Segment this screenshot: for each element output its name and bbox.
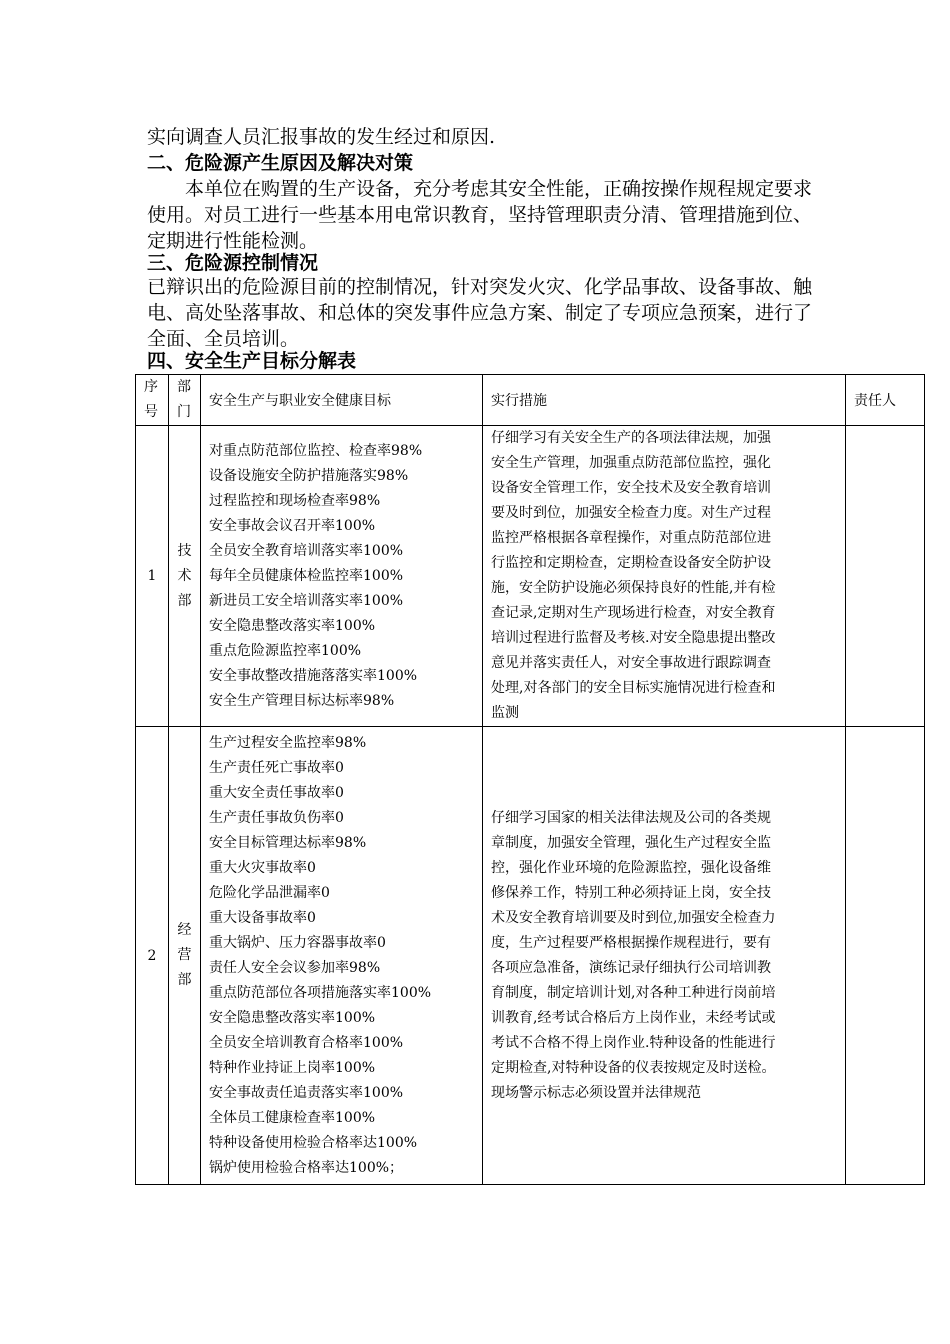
row-measures <box>483 426 846 727</box>
table-header-row <box>136 375 925 426</box>
goal-item: 重点防范部位各项措施落实率100% <box>209 984 432 1001</box>
goal-item: 安全事故整改措施落落实率100% <box>209 667 418 684</box>
row-department: 经营部 <box>169 727 201 1185</box>
header-measure: 实行措施 <box>483 375 846 426</box>
measure-line: 监控严格根据各章程操作，对重点防范部位进 <box>491 530 771 546</box>
goal-item: 设备设施安全防护措施落实98% <box>209 467 409 484</box>
header-dept: 部门 <box>169 375 201 426</box>
intro-tail-text: 实向调查人员汇报事故的发生经过和原因. <box>147 126 496 148</box>
measure-line: 仔细学习有关安全生产的各项法律法规，加强 <box>491 430 771 446</box>
measure-line: 安全生产管理，加强重点防范部位监控，强化 <box>491 455 771 471</box>
row-responsible <box>846 426 925 727</box>
goal-item: 重大火灾事故率0 <box>209 859 316 876</box>
section2-body: 本单位在购置的生产设备，充分考虑其安全性能，正确按操作规程规定要求使用。对员工进行一些基本用电常识教育，坚持管理职责分清、管理措施到位、定期进行性能检测。 <box>147 178 813 252</box>
section2-heading: 二、危险源产生原因及解决对策 <box>147 152 414 174</box>
goal-item: 重大安全责任事故率0 <box>209 784 344 801</box>
header-no: 序号 <box>136 375 169 426</box>
header-responsible: 责任人 <box>846 375 925 426</box>
measure-line: 要及时到位，加强安全检查力度。对生产过程 <box>491 505 771 521</box>
measure-line: 控，强化作业环境的危险源监控，强化设备维 <box>491 859 771 876</box>
measure-line: 各项应急准备，演练记录仔细执行公司培训教 <box>491 959 771 976</box>
row-goals <box>201 727 483 1185</box>
safety-goals-table <box>135 374 925 1185</box>
measure-line: 术及安全教育培训要及时到位,加强安全检查力 <box>491 909 776 926</box>
row-goals <box>201 426 483 727</box>
goal-item: 全员安全教育培训落实率100% <box>209 542 404 559</box>
row-number: 1 <box>136 426 169 727</box>
goal-item: 生产责任死亡事故率0 <box>209 759 344 776</box>
goal-item: 生产责任事故负伤率0 <box>209 809 344 826</box>
measure-line: 施，安全防护设施必须保持良好的性能,并有检 <box>491 580 776 596</box>
goal-item: 安全事故责任追责落实率100% <box>209 1084 404 1101</box>
section3-heading: 三、危险源控制情况 <box>147 252 319 274</box>
row-measures <box>483 727 846 1185</box>
measure-line: 仔细学习国家的相关法律法规及公司的各类规 <box>491 809 771 826</box>
goal-item: 安全事故会议召开率100% <box>209 517 376 534</box>
goal-item: 特种作业持证上岗率100% <box>209 1059 376 1076</box>
goal-item: 安全生产管理目标达标率98% <box>209 692 395 709</box>
goal-item: 重点危险源监控率100% <box>209 642 362 659</box>
section3-body: 已辩识出的危险源目前的控制情况，针对突发火灾、化学品事故、设备事故、触电、高处坠落事故、和总体的突发事件应急方案、制定了专项应急预案，进行了全面、全员培训。 <box>147 276 813 350</box>
goal-item: 安全隐患整改落实率100% <box>209 1009 376 1026</box>
goal-item: 重大锅炉、压力容器事故率0 <box>209 934 386 951</box>
goal-item: 安全目标管理达标率98% <box>209 834 367 851</box>
table-row <box>136 426 925 727</box>
goal-item: 重大设备事故率0 <box>209 909 316 926</box>
measure-line: 章制度，加强安全管理，强化生产过程安全监 <box>491 834 771 851</box>
table-row <box>136 727 925 1185</box>
measure-line: 意见并落实责任人，对安全事故进行跟踪调查 <box>491 655 771 671</box>
goal-item: 过程监控和现场检查率98% <box>209 492 381 509</box>
goal-item: 生产过程安全监控率98% <box>209 734 367 751</box>
measure-line: 定期检查,对特种设备的仪表按规定及时送检。 <box>491 1059 776 1076</box>
measure-line: 现场警示标志必须设置并法律规范 <box>491 1084 701 1101</box>
row-department: 技术部 <box>169 426 201 727</box>
measure-line: 考试不合格不得上岗作业.特种设备的性能进行 <box>491 1034 776 1051</box>
header-goal: 安全生产与职业安全健康目标 <box>201 375 483 426</box>
measure-line: 度，生产过程要严格根据操作规程进行，要有 <box>491 934 771 951</box>
goal-item: 特种设备使用检验合格率达100% <box>209 1134 418 1151</box>
row-responsible <box>846 727 925 1185</box>
goal-item: 对重点防范部位监控、检查率98% <box>209 442 423 459</box>
measure-line: 监测 <box>491 705 519 721</box>
goal-item: 安全隐患整改落实率100% <box>209 617 376 634</box>
measure-line: 查记录,定期对生产现场进行检查，对安全教育 <box>491 605 776 621</box>
measure-line: 行监控和定期检查，定期检查设备安全防护设 <box>491 555 771 571</box>
goal-item: 危险化学品泄漏率0 <box>209 884 330 901</box>
measure-line: 设备安全管理工作，安全技术及安全教育培训 <box>491 480 771 496</box>
goal-item: 每年全员健康体检监控率100% <box>209 567 404 584</box>
measure-line: 处理,对各部门的安全目标实施情况进行检查和 <box>491 680 776 696</box>
measure-line: 修保养工作，特别工种必须持证上岗，安全技 <box>491 884 771 901</box>
goal-item: 新进员工安全培训落实率100% <box>209 592 404 609</box>
measure-line: 训教育,经考试合格后方上岗作业，未经考试或 <box>491 1009 776 1026</box>
measure-line: 育制度，制定培训计划,对各种工种进行岗前培 <box>491 984 776 1001</box>
goal-item: 锅炉使用检验合格率达100%； <box>209 1159 404 1176</box>
measure-line: 培训过程进行监督及考核.对安全隐患提出整改 <box>491 630 776 646</box>
section4-heading: 四、安全生产目标分解表 <box>147 350 357 372</box>
goal-item: 全员安全培训教育合格率100% <box>209 1034 404 1051</box>
goal-item: 全体员工健康检查率100% <box>209 1109 376 1126</box>
goal-item: 责任人安全会议参加率98% <box>209 959 381 976</box>
row-number: 2 <box>136 727 169 1185</box>
